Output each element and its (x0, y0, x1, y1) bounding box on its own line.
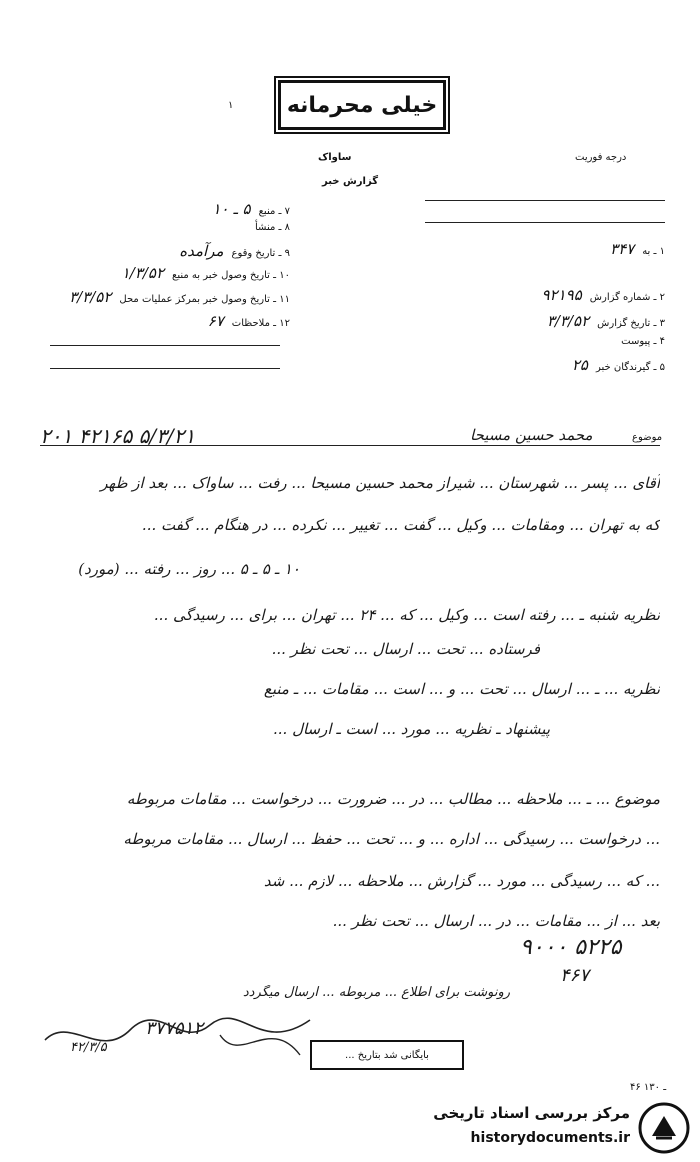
stamp-side-number: ۱ (228, 100, 234, 111)
body-line-9: ... درخواست ... رسیدگی ... اداره ... و ... تحت ... حفظ ... ارسال ... مقامات مربوطه (123, 830, 660, 848)
archive-stamp: بایگانی شد بتاریخ ... (310, 1040, 464, 1070)
right-field-report-number: ۲ ـ شماره گزارش ۹۲۱۹۵ (541, 286, 665, 304)
subject-ref-number: ۵/۳/۲۱ ۴۲۱۶۵ ۲۰۱ (40, 424, 196, 448)
body-line-5: فرستاده ... تحت ... ارسال ... تحت نظر ... (271, 640, 540, 658)
brand-url: historydocuments.ir (470, 1130, 630, 1146)
body-line-10: ... که ... رسیدگی ... مورد ... گزارش ... ملاحظه ... لازم ... شد (263, 872, 660, 890)
right-field-report-date: ۳ ـ تاریخ گزارش ۳/۳/۵۲ (546, 312, 665, 330)
body-line-8: موضوع ... ـ ... ملاحظه ... مطالب ... در ... ضرورت ... درخواست ... مقامات مربوطه (126, 790, 660, 808)
left-field-source: ۷ ـ منبع ۵ ـ ۱۰ (212, 200, 290, 218)
left-field-center-date: ۱۱ ـ تاریخ وصول خبر بمرکز عملیات محل ۳/۳/۵۲ (69, 288, 290, 306)
right-field-attachment: ۴ ـ پیوست (621, 336, 665, 347)
bottom-number: ۳۷۷۵۱۲ (145, 1018, 204, 1039)
margin-number-2: ۴۶۷ (560, 965, 590, 986)
footer-brand (400, 1098, 700, 1162)
form-organization: ساواک (318, 152, 352, 163)
left-field-occurrence-date: ۹ ـ تاریخ وقوع مرآمده (179, 242, 290, 260)
top-classification-stamp: خیلی محرمانه (278, 80, 446, 130)
brand-logo-icon (638, 1102, 690, 1154)
body-line-4: نظریه شنبه ـ ... رفته است ... وکیل ... که ... ۲۴ ... تهران ... برای ... رسیدگی ... (153, 606, 660, 624)
subject-value: محمد حسین مسیحا (470, 426, 593, 444)
bottom-left-note: ۴۲/۳/۵ (70, 1040, 107, 1055)
margin-number: ۹۰۰۰ ۵۲۲۵ (520, 935, 622, 960)
brand-title: مرکز بررسی اسناد تاریخی (433, 1104, 630, 1122)
right-field-recipients: ۵ ـ گیرندگان خبر ۲۵ (571, 356, 665, 374)
signature-note: رونوشت برای اطلاع ... مربوطه ... ارسال میگردد (242, 985, 510, 1000)
body-line-1: آقای ... پسر ... شهرستان ... شیراز محمد حسین مسیحا ... رفت ... ساواک ... بعد از ظهر (100, 474, 660, 492)
body-line-3: ۱۰ ـ ۵ ـ ۵ ... روز ... رفته ... (مورد) (78, 560, 300, 578)
left-field-origin: ۸ ـ منشأ (254, 222, 290, 233)
signature-scribble (40, 1005, 320, 1075)
left-field-receipt-date: ۱۰ ـ تاریخ وصول خبر به منبع ۱/۳/۵۲ (121, 264, 290, 282)
body-line-2: که به تهران ... ومقامات ... وکیل ... گفت ... تغییر ... نکرده ... در هنگام ... گفت ... (141, 516, 660, 534)
body-line-6: نظریه ... ـ ... ارسال ... تحت ... و ... است ... مقامات ... ـ منبع (263, 680, 660, 698)
form-title: گزارش خبر (322, 176, 379, 187)
body-line-7: پیشنهاد ـ نظریه ... مورد ... است ـ ارسال ... (273, 720, 550, 738)
classification-label: درجه فوریت (575, 152, 627, 163)
body-line-11: بعد ... از ... مقامات ... در ... ارسال ... تحت نظر ... (332, 912, 660, 930)
right-field-to: ۱ ـ به ۳۴۷ (610, 240, 665, 258)
subject-label: موضوع (632, 432, 663, 443)
page-code: ۴۶ ـ ۱۳۰ (630, 1082, 667, 1093)
left-field-notes: ۱۲ ـ ملاحظات ۶۷ (207, 312, 290, 330)
